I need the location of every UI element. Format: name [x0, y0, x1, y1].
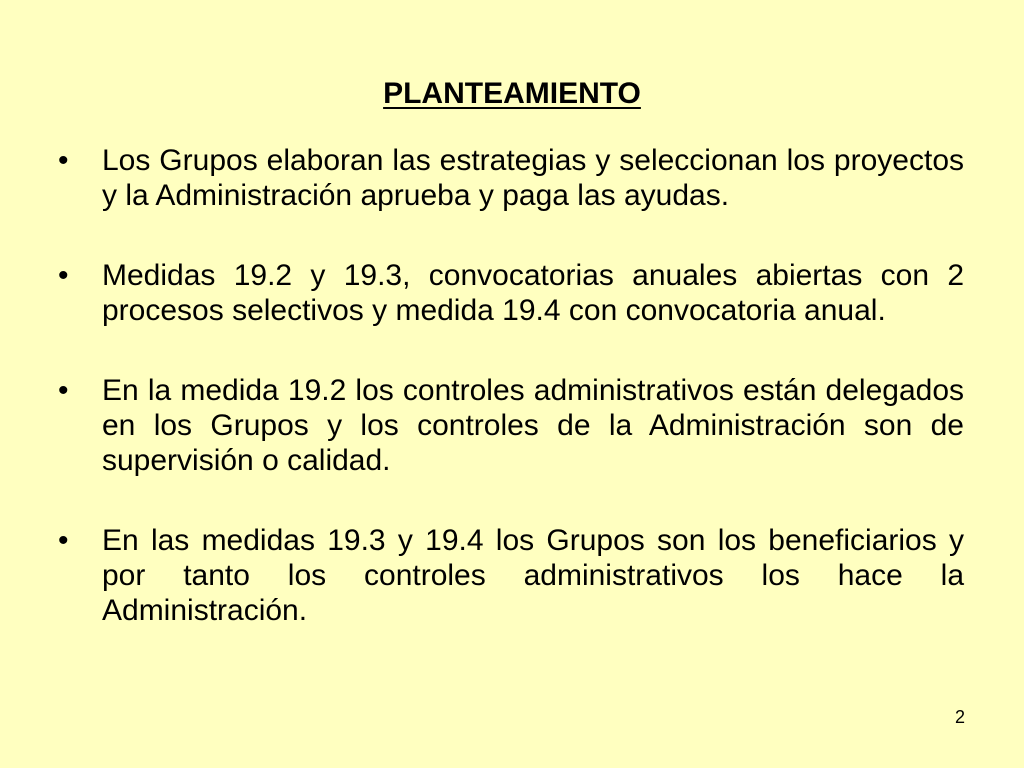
bullet-item	[58, 523, 964, 628]
bullet-icon: •	[58, 259, 69, 292]
bullet-list	[58, 143, 964, 628]
bullet-icon: •	[58, 524, 69, 557]
bullet-item	[58, 143, 964, 213]
bullet-text: Los Grupos elaboran las estrategias y seleccionan los proyectos y la Administración aprueba y paga las ayudas.	[102, 144, 964, 212]
bullet-text: En la medida 19.2 los controles administrativos están delegados en los Grupos y los controles de la Administración son de supervisión o calidad.	[102, 374, 964, 477]
slide-title: PLANTEAMIENTO	[383, 77, 641, 110]
bullet-icon: •	[58, 374, 69, 407]
page-number: 2	[954, 707, 965, 727]
bullet-icon: •	[58, 144, 69, 177]
bullet-text: Medidas 19.2 y 19.3, convocatorias anuales abiertas con 2 procesos selectivos y medida 19.4 con convocatoria anual.	[102, 259, 964, 327]
bullet-item	[58, 258, 964, 328]
bullet-text: En las medidas 19.3 y 19.4 los Grupos son los beneficiarios y por tanto los controles administrativos los hace la Administración.	[102, 524, 964, 627]
bullet-item	[58, 373, 964, 478]
